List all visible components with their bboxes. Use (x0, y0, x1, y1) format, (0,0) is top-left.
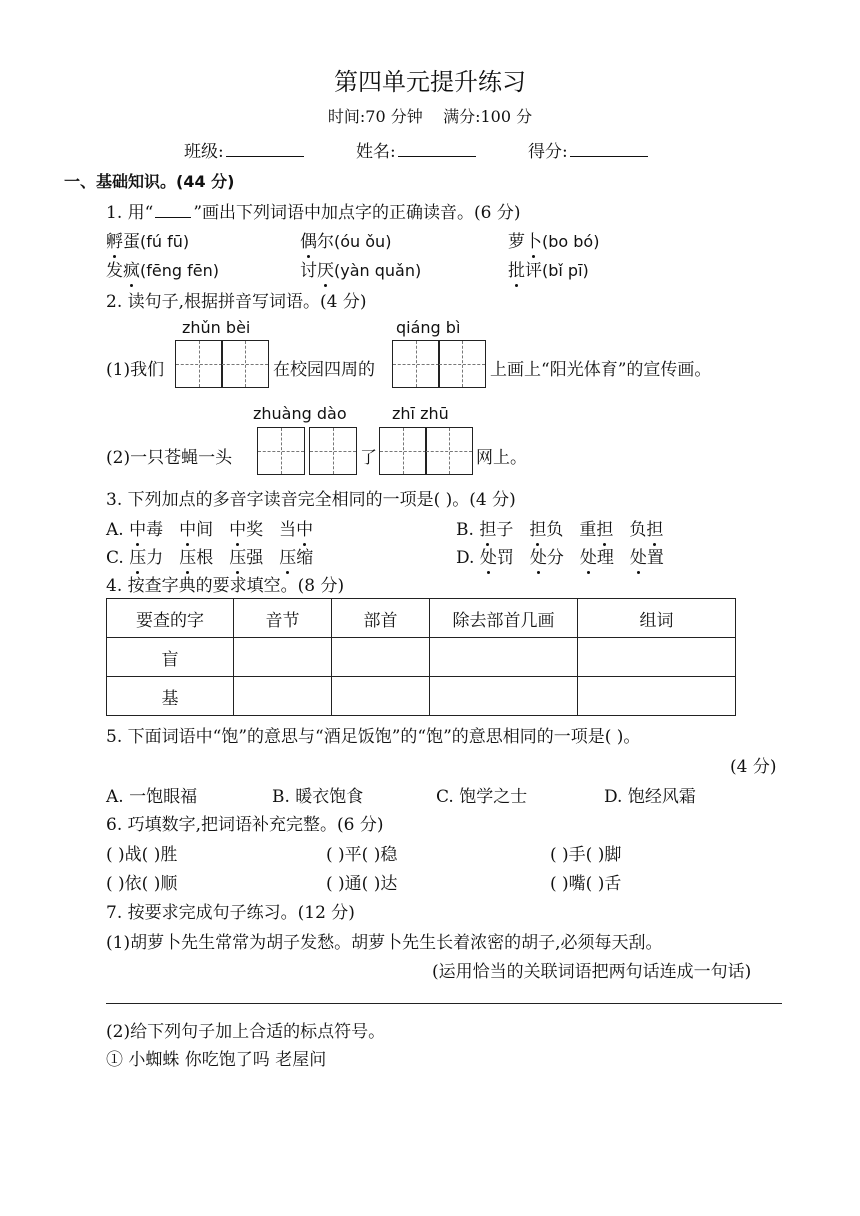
pinyin-zhizhu: zhī zhū (392, 404, 449, 423)
q1-word[interactable]: 偶尔(óu ǒu) (300, 227, 391, 252)
table-row (107, 638, 736, 677)
dotted-char: 批 (508, 256, 525, 281)
q3-option-a[interactable]: A. 中毒 中间 中奖 当中 (106, 515, 329, 540)
q6-blank[interactable]: ( )手( )脚 (550, 845, 622, 865)
q7-stem: 7. 按要求完成句子练习。(12 分) (106, 903, 355, 923)
q7-s2: (2)给下列句子加上合适的标点符号。 (106, 1022, 386, 1042)
section-heading: 一、基础知识。(44 分) (64, 172, 235, 191)
q7-s1-requirement: (运用恰当的关联词语把两句话连成一句话) (432, 962, 752, 982)
answer-cell[interactable] (578, 677, 736, 716)
pinyin-options: (fú fū) (140, 232, 190, 251)
answer-grid-zhizhu[interactable] (380, 427, 473, 475)
answer-cell[interactable] (234, 638, 332, 677)
q1-stem: 1. 用“ ”画出下列词语中加点字的正确读音。(6 分) (106, 203, 521, 223)
lookup-char: 盲 (107, 638, 234, 677)
q7-s1: (1)胡萝卜先生常常为胡子发愁。胡萝卜先生长着浓密的胡子,必须每天刮。 (106, 933, 663, 953)
pinyin-options: (yàn quǎn) (334, 261, 422, 280)
q1-word[interactable]: 讨厌(yàn quǎn) (300, 256, 421, 281)
q2-s1-pre: (1)我们 (106, 360, 165, 380)
name-label: 姓名: (356, 142, 396, 162)
exam-meta (0, 104, 860, 127)
table-header: 组词 (578, 599, 736, 638)
q6-stem: 6. 巧填数字,把词语补充完整。(6 分) (106, 815, 384, 835)
table-header: 除去部首几画 (430, 599, 578, 638)
pinyin-qiangbi: qiáng bì (396, 318, 461, 337)
q1-word[interactable]: 孵蛋(fú fū) (106, 227, 189, 252)
answer-cell[interactable] (332, 638, 430, 677)
dotted-char: 厌 (317, 256, 334, 281)
q1-word[interactable]: 萝卜(bo bó) (508, 227, 599, 252)
answer-grid-zhunbei[interactable] (176, 340, 269, 388)
q2-s2-post: 网上。 (476, 448, 527, 468)
q5-option-b: B. 暖衣饱食 (272, 787, 364, 807)
score-label: 得分: (528, 142, 568, 162)
pinyin-options: (óu ǒu) (334, 232, 392, 251)
q5-option-a: A. 一饱眼福 (106, 787, 198, 807)
q2-s1-mid: 在校园四周的 (273, 360, 375, 380)
dotted-char: 卜 (525, 227, 542, 252)
table-header: 要查的字 (107, 599, 234, 638)
page-title: 第四单元提升练习 (334, 68, 526, 96)
answer-cell[interactable] (430, 638, 578, 677)
name-field[interactable] (356, 137, 476, 162)
q3-stem: 3. 下列加点的多音字读音完全相同的一项是( )。(4 分) (106, 490, 516, 510)
q1-word[interactable]: 发疯(fēng fēn) (106, 256, 219, 281)
answer-cell[interactable] (332, 677, 430, 716)
q1-word[interactable]: 批评(bǐ pī) (508, 256, 589, 281)
pinyin-zhunbei: zhǔn bèi (182, 318, 251, 337)
q2-stem: 2. 读句子,根据拼音写词语。(4 分) (106, 292, 367, 312)
answer-cell[interactable] (578, 638, 736, 677)
q5-option-d: D. 饱经风霜 (604, 787, 696, 807)
q2-s1-post: 上画上“阳光体育”的宣传画。 (490, 360, 712, 380)
answer-cell[interactable] (430, 677, 578, 716)
pinyin-options: (bǐ pī) (542, 261, 589, 280)
q6-blank[interactable]: ( )嘴( )舌 (550, 874, 622, 894)
answer-grid-zhuangdao[interactable] (258, 427, 357, 475)
q6-blank[interactable]: ( )通( )达 (326, 874, 398, 894)
table-header: 部首 (332, 599, 430, 638)
q5-option-c: C. 饱学之士 (436, 787, 528, 807)
dotted-char: 偶 (300, 227, 317, 252)
dotted-char: 疯 (123, 256, 140, 281)
q6-blank[interactable]: ( )平( )稳 (326, 845, 398, 865)
dotted-char: 孵 (106, 227, 123, 252)
answer-grid-qiangbi[interactable] (393, 340, 486, 388)
table-header-row (107, 599, 736, 638)
q3-option-d[interactable]: D. 处罚 处分 处理 处置 (456, 543, 680, 568)
lookup-char: 基 (107, 677, 234, 716)
q4-stem: 4. 按查字典的要求填空。(8 分) (106, 576, 345, 596)
full-score: 满分:100 分 (443, 107, 533, 126)
q5-score: (4 分) (730, 757, 777, 777)
class-field[interactable] (184, 137, 304, 162)
q7-s2-item: ① 小蜘蛛 你吃饱了吗 老屋问 (106, 1050, 327, 1070)
answer-line[interactable] (106, 1003, 782, 1004)
q5-stem: 5. 下面词语中“饱”的意思与“酒足饭饱”的“饱”的意思相同的一项是( )。 (106, 727, 641, 747)
q3-option-c[interactable]: C. 压力 压根 压强 压缩 (106, 543, 329, 568)
pinyin-options: (fēng fēn) (140, 261, 219, 280)
pinyin-zhuangdao: zhuàng dào (253, 404, 347, 423)
table-row (107, 677, 736, 716)
q6-blank[interactable]: ( )依( )顺 (106, 874, 178, 894)
answer-cell[interactable] (234, 677, 332, 716)
q3-option-b[interactable]: B. 担子 担负 重担 负担 (456, 515, 679, 540)
dictionary-table (106, 598, 736, 716)
score-field[interactable] (528, 137, 648, 162)
time-limit: 时间:70 分钟 (327, 107, 423, 126)
class-label: 班级: (184, 142, 224, 162)
pinyin-options: (bo bó) (542, 232, 600, 251)
q2-s2-pre: (2)一只苍蝇一头 (106, 448, 233, 468)
q2-s2-mid: 了 (360, 448, 377, 468)
q6-blank[interactable]: ( )战( )胜 (106, 845, 178, 865)
table-header: 音节 (234, 599, 332, 638)
